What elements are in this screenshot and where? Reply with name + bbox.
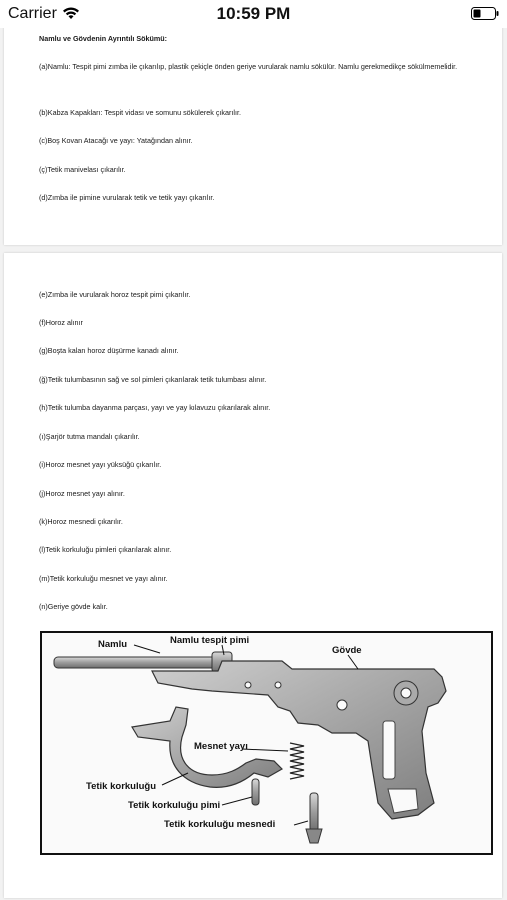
paragraph-g: (g)Boşta kalan horoz düşürme kanadı alınır.	[39, 346, 179, 355]
paragraph-c-cedilla: (ç)Tetik manivelası çıkarılır.	[39, 165, 126, 174]
clock: 10:59 PM	[216, 4, 291, 23]
paragraph-k: (k)Horoz mesnedi çıkarılır.	[39, 517, 123, 526]
paragraph-e: (e)Zımba ile vurularak horoz tespit pimi çıkarılır.	[39, 290, 191, 299]
label-govde: Gövde	[332, 645, 362, 656]
label-tetik-korkulugu-mesnedi: Tetik korkuluğu mesnedi	[164, 819, 276, 830]
label-tetik-korkulugu-pimi: Tetik korkuluğu pimi	[128, 800, 221, 811]
paragraph-m: (m)Tetik korkuluğu mesnet ve yayı alınır.	[39, 574, 168, 583]
frame-part	[152, 661, 446, 819]
paragraph-b: (b)Kabza Kapakları: Tespit vidası ve somunu sökülerek çıkarılır.	[39, 108, 242, 117]
label-namlu-tespit-pimi: Namlu tespit pimi	[170, 635, 250, 646]
paragraph-f: (f)Horoz alınır	[39, 318, 83, 327]
spring-part	[290, 743, 304, 779]
paragraph-i: (i)Horoz mesnet yayı yüksüğü çıkarılır.	[39, 460, 162, 469]
section-heading: Namlu ve Gövdenin Ayrıntılı Sökümü:	[39, 34, 168, 43]
label-tetik-korkulugu: Tetik korkuluğu	[86, 781, 157, 792]
paragraph-d: (d)Zımba ile pimine vurularak tetik ve tetik yayı çıkarılır.	[39, 193, 215, 202]
document-page-2	[4, 253, 502, 898]
paragraph-h: (h)Tetik tulumba dayanma parçası, yayı ve yay kılavuzu çıkarılarak alınır.	[39, 403, 271, 412]
trigger-guard-pin-part	[252, 779, 259, 805]
label-mesnet-yayi: Mesnet yayı	[194, 741, 248, 752]
paragraph-l: (l)Tetik korkuluğu pimleri çıkarılarak alınır.	[39, 545, 172, 554]
battery-icon	[471, 7, 499, 20]
barrel-part	[54, 652, 232, 672]
paragraph-c: (c)Boş Kovan Atacağı ve yayı: Yatağından alınır.	[39, 136, 193, 145]
carrier-label: Carrier	[8, 5, 57, 22]
pistol-parts-figure	[40, 631, 493, 855]
paragraph-g-breve: (ğ)Tetik tulumbasının sağ ve sol pimleri çıkarılarak tetik tulumbası alınır.	[39, 375, 267, 384]
paragraph-i-dotless: (ı)Şarjör tutma mandalı çıkarılır.	[39, 432, 140, 441]
paragraph-j: (j)Horoz mesnet yayı alınır.	[39, 489, 125, 498]
status-bar	[0, 0, 507, 28]
paragraph-a: (a)Namlu: Tespit pimi zımba ile çıkarılıp, plastik çekiçle önden geriye vurularak namlu sökülür. Namlu gerekmedikçe sökülmemelidir.	[39, 62, 458, 71]
trigger-guard-plunger-part	[306, 793, 322, 843]
document-page-1	[4, 8, 502, 245]
label-namlu: Namlu	[98, 639, 128, 650]
paragraph-n: (n)Geriye gövde kalır.	[39, 602, 108, 611]
